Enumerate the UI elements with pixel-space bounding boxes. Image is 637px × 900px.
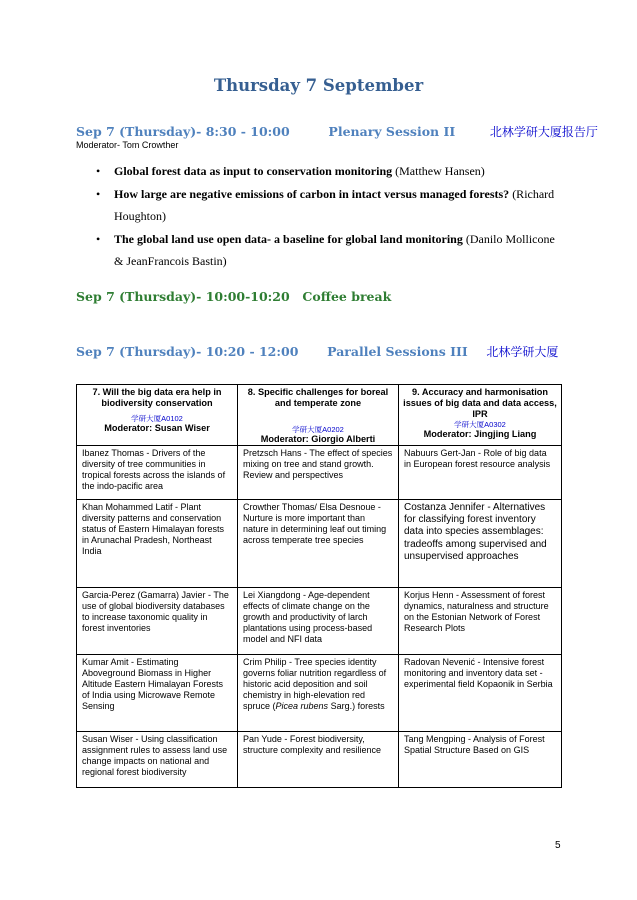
table-row — [77, 500, 562, 588]
plenary-session-heading — [76, 123, 598, 140]
page-title: Thursday 7 September — [213, 76, 424, 95]
table-row — [77, 655, 562, 732]
table-cell: Radovan Nevenić - Intensive forest monitoring and inventory data set - experimental field Kopaonik in Serbia — [399, 655, 562, 732]
plenary-venue: 北林学研大厦报告厅 — [489, 125, 598, 139]
table-cell: Susan Wiser - Using classification assignment rules to assess land use change impacts on national and regional forest biodiversity — [77, 732, 238, 788]
table-row — [77, 446, 562, 500]
table-row — [77, 588, 562, 655]
list-item: • Global forest data as input to conservation monitoring (Matthew Hansen) — [96, 160, 556, 183]
table-cell: Tang Mengping - Analysis of Forest Spatial Structure Based on GIS — [399, 732, 562, 788]
plenary-name: Plenary Session II — [328, 124, 456, 139]
session-7-header: 7. Will the big data era help in biodiversity conservation 学研大厦A0102 Moderator: Susan Wiser — [77, 385, 238, 446]
plenary-time: Sep 7 (Thursday)- 8:30 - 10:00 — [76, 124, 290, 139]
parallel-time: Sep 7 (Thursday)- 10:20 - 12:00 — [76, 344, 299, 359]
page-number: 5 — [555, 840, 561, 851]
session-8-header: 8. Specific challenges for boreal and temperate zone 学研大厦A0202 Moderator: Giorgio Alberti — [238, 385, 399, 446]
table-cell: Costanza Jennifer - Alternatives for classifying forest inventory data into species assemblages: tradeoffs among supervised and unsupervised approaches — [399, 500, 562, 588]
table-header-row — [77, 385, 562, 446]
table-cell: Lei Xiangdong - Age-dependent effects of climate change on the growth and productivity of larch plantations using process-based model and NFI data — [238, 588, 399, 655]
table-cell: Khan Mohammed Latif - Plant diversity patterns and conservation status of Eastern Himalayan forests in Arunachal Pradesh, Northeast India — [77, 500, 238, 588]
table-cell: Pan Yude - Forest biodiversity, structure complexity and resilience — [238, 732, 399, 788]
session-8-room: 学研大厦A0202 — [292, 425, 344, 434]
session-9-room: 学研大厦A0302 — [454, 420, 506, 429]
break-time: Sep 7 (Thursday)- 10:00-10:20 — [76, 289, 290, 304]
table-cell: Pretzsch Hans - The effect of species mixing on tree and stand growth. Review and perspectives — [238, 446, 399, 500]
table-row — [77, 732, 562, 788]
table-cell: Nabuurs Gert-Jan - Role of big data in European forest resource analysis — [399, 446, 562, 500]
table-cell: Garcia-Perez (Gamarra) Javier - The use of global biodiversity databases to increase taxonomic quality in forest inventories — [77, 588, 238, 655]
table-cell: Korjus Henn - Assessment of forest dynamics, naturalness and structure on the Estonian Network of Forest Research Plots — [399, 588, 562, 655]
parallel-sessions-table — [76, 384, 562, 788]
parallel-venue: 北林学研大厦 — [486, 345, 559, 359]
plenary-moderator: Moderator- Tom Crowther — [76, 140, 179, 150]
table-cell: Ibanez Thomas - Drivers of the diversity of tree communities in tropical forests across the islands of the indo-pacific area — [77, 446, 238, 500]
parallel-session-heading — [76, 343, 558, 360]
break-name: Coffee break — [302, 289, 392, 304]
list-item: • The global land use open data- a baseline for global land monitoring (Danilo Mollicone & JeanFrancois Bastin) — [96, 228, 556, 273]
plenary-talk-list — [96, 160, 556, 273]
parallel-name: Parallel Sessions III — [327, 344, 468, 359]
coffee-break-heading — [76, 289, 391, 304]
table-cell: Crowther Thomas/ Elsa Desnoue - Nurture is more important than nature in determining leaf out timing across temperate tree species — [238, 500, 399, 588]
session-7-moderator: Moderator: Susan Wiser — [104, 423, 210, 433]
session-8-moderator: Moderator: Giorgio Alberti — [260, 434, 376, 444]
table-cell: Crim Philip - Tree species identity governs foliar nutrition regardless of historic acid deposition and soil chemistry in high-elevation red spruce (Picea rubens Sarg.) forests — [238, 655, 399, 732]
session-9-header: 9. Accuracy and harmonisation issues of big data and data access, IPR 学研大厦A0302 Moderator: Jingjing Liang — [399, 385, 562, 446]
session-7-room: 学研大厦A0102 — [131, 414, 183, 423]
session-9-moderator: Moderator: Jingjing Liang — [423, 429, 537, 439]
list-item: • How large are negative emissions of carbon in intact versus managed forests? (Richard Houghton) — [96, 183, 556, 228]
table-cell: Kumar Amit - Estimating Aboveground Biomass in Higher Altitude Eastern Himalayan Forests of India using Microwave Remote Sensing — [77, 655, 238, 732]
